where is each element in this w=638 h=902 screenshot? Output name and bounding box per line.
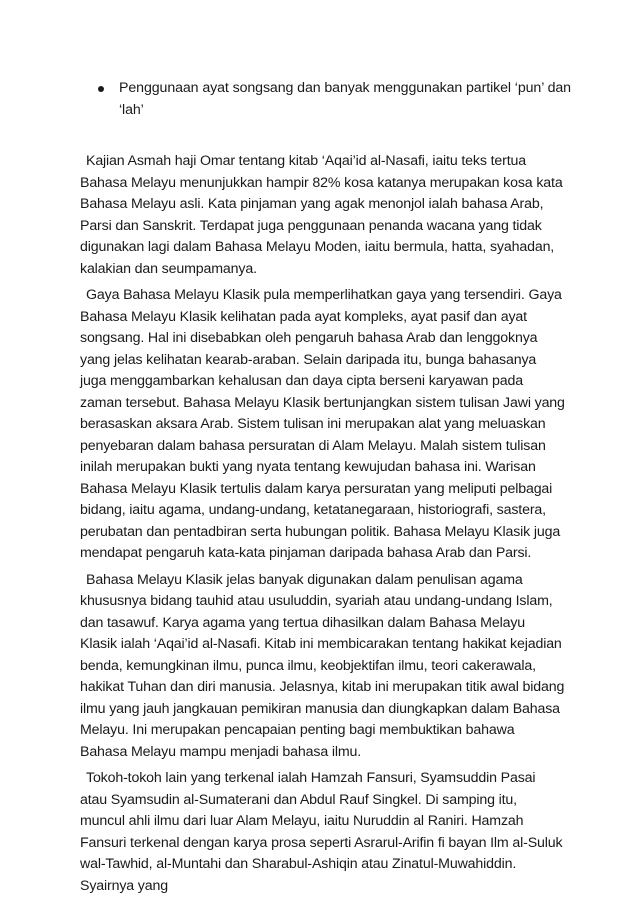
paragraph-2: Gaya Bahasa Melayu Klasik pula memperlihatkan gaya yang tersendiri. Gaya Bahasa Melayu Klasik kelihatan pada ayat kompleks, ayat pasif dan ayat songsang. Hal ini disebabkan oleh pengaruh bahasa Arab dan lenggoknya yang jelas kelihatan kearab-araban. Selain daripada itu, bunga bahasanya juga menggambarkan kehalusan dan daya cipta berseni karyawan pada zaman tersebut. Bahasa Melayu Klasik bertunjangkan sistem tulisan Jawi yang berasaskan aksara Arab. Sistem tulisan ini merupakan alat yang meluaskan penyebaran dalam bahasa persuratan di Alam Melayu. Malah sistem tulisan inilah merupakan bukti yang nyata tentang kewujudan bahasa ini. Warisan Bahasa Melayu Klasik tertulis dalam karya persuratan yang meliputi pelbagai bidang, iaitu agama, undang-undang, ketatanegaraan, historiografi, sastera, perubatan dan pentadbiran serta hubungan politik. Bahasa Melayu Klasik juga mendapat pengaruh kata-kata pinjaman daripada bahasa Arab dan Parsi. [80,287,565,561]
bullet-icon [98,86,104,92]
document-body [80,151,565,902]
paragraph-1: Kajian Asmah haji Omar tentang kitab ‘Aqai’id al-Nasafi, iaitu teks tertua Bahasa Melayu menunjukkan hampir 82% kosa katanya merupakan kosa kata Bahasa Melayu asli. Kata pinjaman yang agak menonjol ialah bahasa Arab, Parsi dan Sanskrit. Terdapat juga penggunaan penanda wacana yang tidak digunakan lagi dalam Bahasa Melayu Moden, iaitu bermula, hatta, syahadan, kalakian dan seumpamanya. [80,153,563,277]
bullet-list-item [92,78,572,121]
paragraph-3: Bahasa Melayu Klasik jelas banyak digunakan dalam penulisan agama khususnya bidang tauhid atau usuluddin, syariah atau undang-undang Islam, dan tasawuf. Karya agama yang tertua dihasilkan dalam Bahasa Melayu Klasik ialah ‘Aqai’id al-Nasafi. Kitab ini membicarakan tentang hakikat kejadian benda, kemungkinan ilmu, punca ilmu, keobjektifan ilmu, teori cakerawala, hakikat Tuhan dan diri manusia. Jelasnya, kitab ini merupakan titik awal bidang ilmu yang jauh jangkauan pemikiran manusia dan diungkapkan dalam Bahasa Melayu. Ini merupakan pencapaian penting bagi membuktikan bahawa Bahasa Melayu mampu menjadi bahasa ilmu. [80,571,565,760]
bullet-text: Penggunaan ayat songsang dan banyak menggunakan partikel ‘pun’ dan ‘lah’ [119,80,571,118]
paragraph-4: Tokoh-tokoh lain yang terkenal ialah Hamzah Fansuri, Syamsuddin Pasai atau Syamsudin al-Sumaterani dan Abdul Rauf Singkel. Di samping itu, muncul ahli ilmu dari luar Alam Melayu, iaitu Nuruddin al Raniri. Hamzah Fansuri terkenal dengan karya prosa seperti Asrarul-Arifin fi bayan Ilm al-Suluk wal-Tawhid, al-Muntahi dan Sharabul-Ashiqin atau Zinatul-Muwahiddin. Syairnya yang [80,770,563,894]
